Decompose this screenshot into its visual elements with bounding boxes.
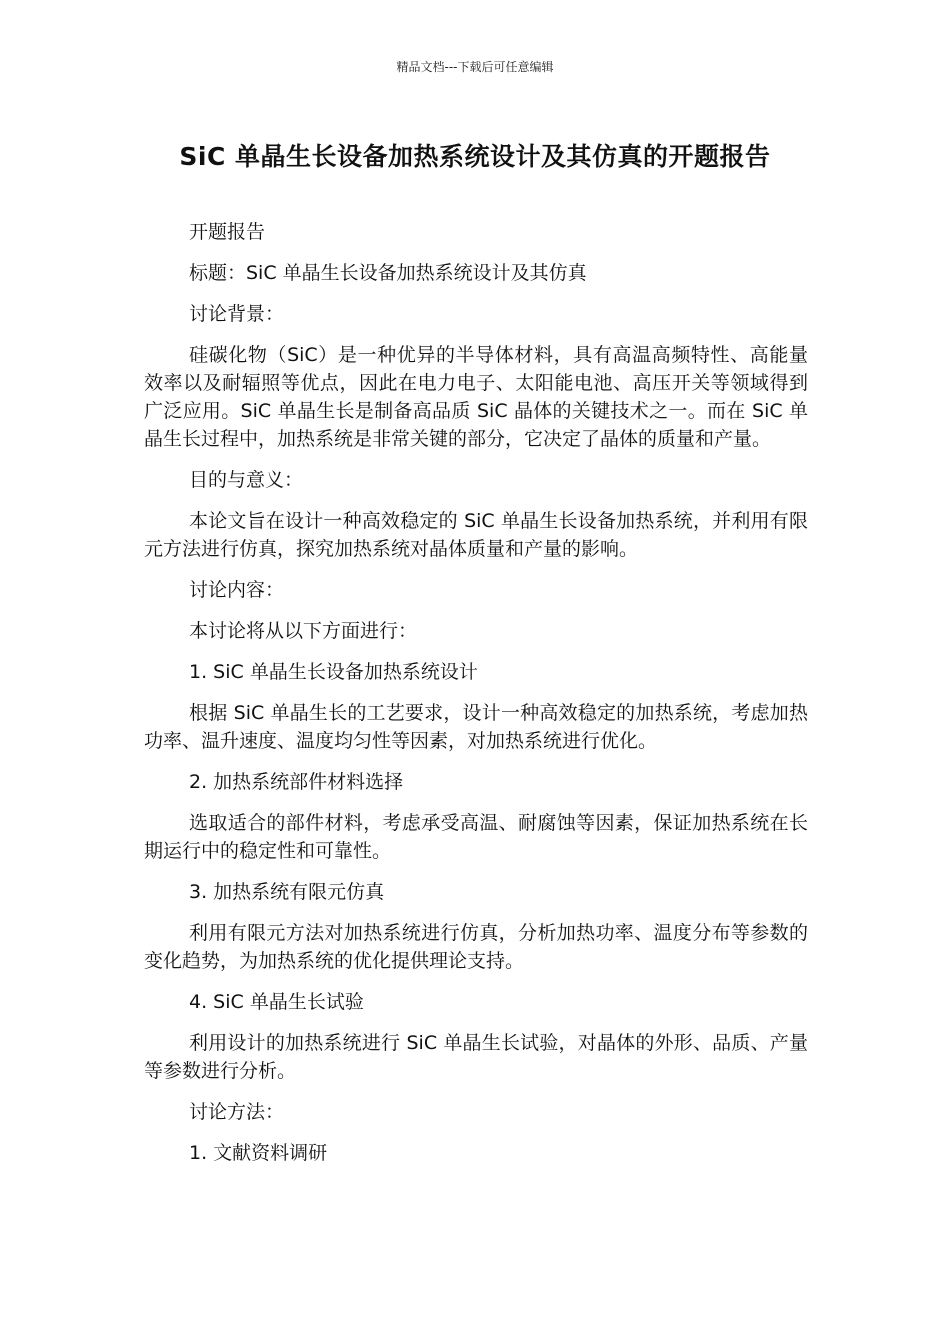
list-item-heading-2: 2. 加热系统部件材料选择: [189, 771, 404, 793]
list-item-body-2: 选取适合的部件材料，考虑承受高温、耐腐蚀等因素，保证加热系统在长期运行中的稳定性和可靠性。: [144, 812, 808, 862]
paragraph-content-intro: 本讨论将从以下方面进行：: [189, 620, 418, 642]
list-item-body-1: 根据 SiC 单晶生长的工艺要求，设计一种高效稳定的加热系统，考虑加热功率、温升速度、温度均匀性等因素，对加热系统进行优化。: [144, 702, 808, 752]
list-item-heading-3: 3. 加热系统有限元仿真: [189, 881, 385, 903]
document-title: SiC 单晶生长设备加热系统设计及其仿真的开题报告: [179, 142, 771, 171]
section-heading-content: 讨论内容：: [189, 579, 285, 601]
method-item-1: 1. 文献资料调研: [189, 1142, 328, 1164]
paragraph-report-label: 开题报告: [189, 221, 266, 243]
section-heading-methods: 讨论方法：: [189, 1101, 285, 1123]
page-header-watermark: 精品文档---下载后可任意编辑: [396, 60, 554, 74]
paragraph-background: 硅碳化物（SiC）是一种优异的半导体材料，具有高温高频特性、高能量效率以及耐辐照等优点，因此在电力电子、太阳能电池、高压开关等领域得到广泛应用。SiC 单晶生长是制备高品质 SiC 晶体的关键技术之一。而在 SiC 单晶生长过程中，加热系统是非常关键的部分，它决定了晶体的质量和产量。: [144, 344, 808, 450]
list-item-body-4: 利用设计的加热系统进行 SiC 单晶生长试验，对晶体的外形、品质、产量等参数进行分析。: [144, 1032, 808, 1082]
list-item-heading-1: 1. SiC 单晶生长设备加热系统设计: [189, 661, 478, 683]
document-body: [144, 218, 808, 1180]
section-heading-purpose: 目的与意义：: [189, 469, 304, 491]
section-heading-background: 讨论背景：: [189, 303, 285, 325]
list-item-heading-4: 4. SiC 单晶生长试验: [189, 991, 364, 1013]
paragraph-purpose: 本论文旨在设计一种高效稳定的 SiC 单晶生长设备加热系统，并利用有限元方法进行仿真，探究加热系统对晶体质量和产量的影响。: [144, 510, 808, 560]
paragraph-title-line: 标题：SiC 单晶生长设备加热系统设计及其仿真: [189, 262, 587, 284]
list-item-body-3: 利用有限元方法对加热系统进行仿真，分析加热功率、温度分布等参数的变化趋势，为加热系统的优化提供理论支持。: [144, 922, 808, 972]
